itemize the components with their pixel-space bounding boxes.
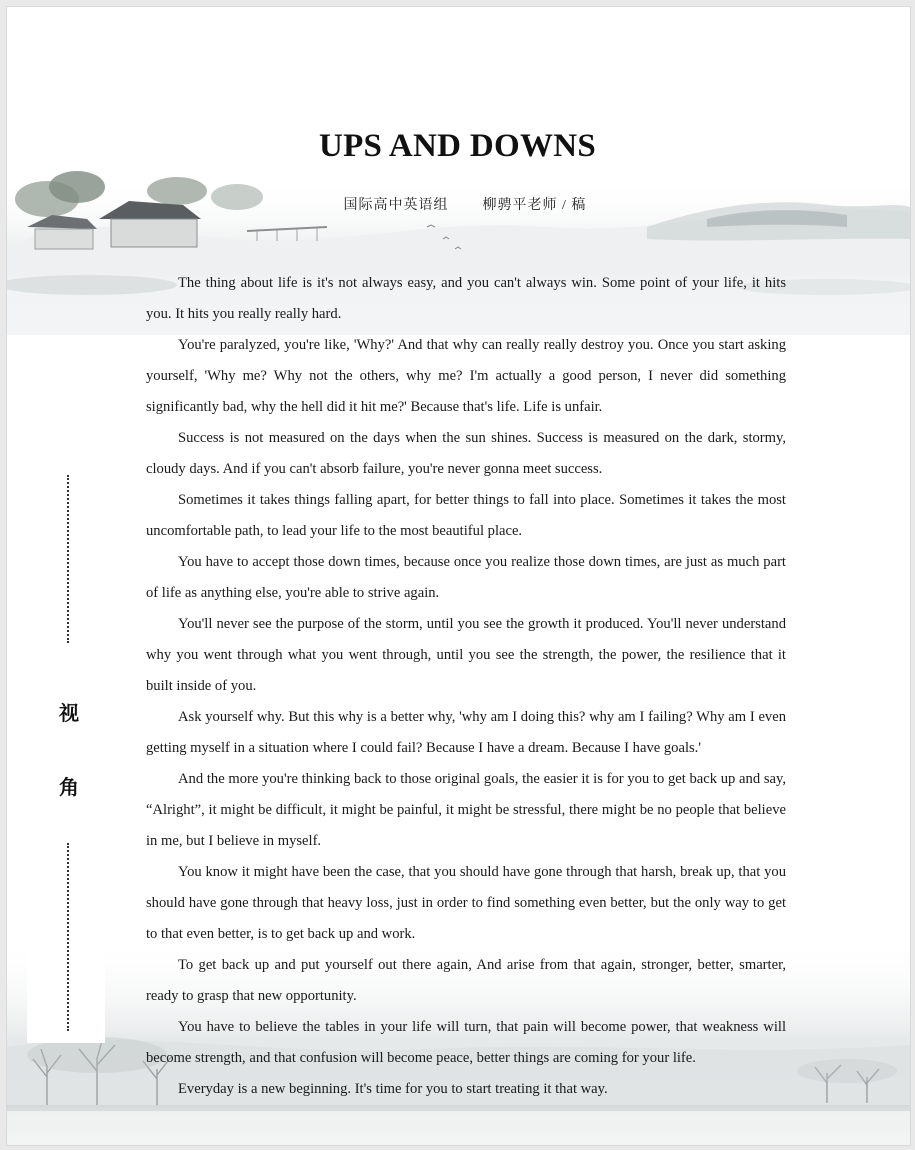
side-label-char-2: 角 — [59, 775, 79, 799]
side-label-panel — [27, 457, 105, 1043]
paragraph: Sometimes it takes things falling apart, for better things to fall into place. Sometimes it takes the most uncomfortable path, to lead your life to the most beautiful place. — [146, 492, 786, 539]
byline-group: 国际高中英语组 — [343, 198, 449, 213]
paragraph: You're paralyzed, you're like, 'Why?' And that why can really really destroy you. Once you start asking yourself, 'Why me? Why not the others, why me? I'm actually a good person, I never did something significantly bad, why the hell did it hit me?' Because that's life. Life is unfair. — [146, 337, 786, 415]
paragraph: To get back up and put yourself out there again, And arise from that again, stronger, better, smarter, ready to grasp that new opportunity. — [146, 957, 786, 1004]
paragraph: Ask yourself why. But this why is a better why, 'why am I doing this? why am I failing? Why am I even getting myself in a situation where I could fail? Because I have a dream. Because I have goals.' — [146, 709, 786, 756]
paragraph: Everyday is a new beginning. It's time for you to start treating it that way. — [178, 1081, 608, 1097]
paragraph: Success is not measured on the days when the sun shines. Success is measured on the dark, stormy, cloudy days. And if you can't absorb failure, you're never gonna meet success. — [146, 430, 786, 477]
paragraph: The thing about life is it's not always easy, and you can't always win. Some point of your life, it hits you. It hits you really really hard. — [146, 275, 786, 322]
paragraph: You have to accept those down times, because once you realize those down times, are just as much part of life as anything else, you're able to strive again. — [146, 554, 786, 601]
paragraph: You know it might have been the case, that you should have gone through that harsh, break up, that you should have gone through that heavy loss, just in order to find something even better, but the only way to get to that even better, is to get back up and work. — [146, 864, 786, 942]
byline-author: 柳骋平老师 / 稿 — [482, 198, 587, 213]
side-label-char-1: 视 — [59, 701, 79, 725]
dotted-divider-top — [67, 475, 69, 643]
paragraph: And the more you're thinking back to those original goals, the easier it is for you to get back up and say, “Alright”, it might be difficult, it might be painful, it might be stressful, there might be no people that believe in me, but I believe in myself. — [146, 771, 786, 849]
dotted-divider-bottom — [67, 843, 69, 1031]
paragraph: You have to believe the tables in your life will turn, that pain will become power, that weakness will become strength, and that confusion will become peace, better things are coming for your life. — [146, 1019, 786, 1066]
article-body — [146, 268, 786, 1105]
byline — [0, 194, 915, 214]
page-title: UPS AND DOWNS — [318, 128, 597, 164]
paragraph: You'll never see the purpose of the storm, until you see the growth it produced. You'll never understand why you went through what you went through, until you see the strength, the power, the resilience that it built inside of you. — [146, 616, 786, 694]
